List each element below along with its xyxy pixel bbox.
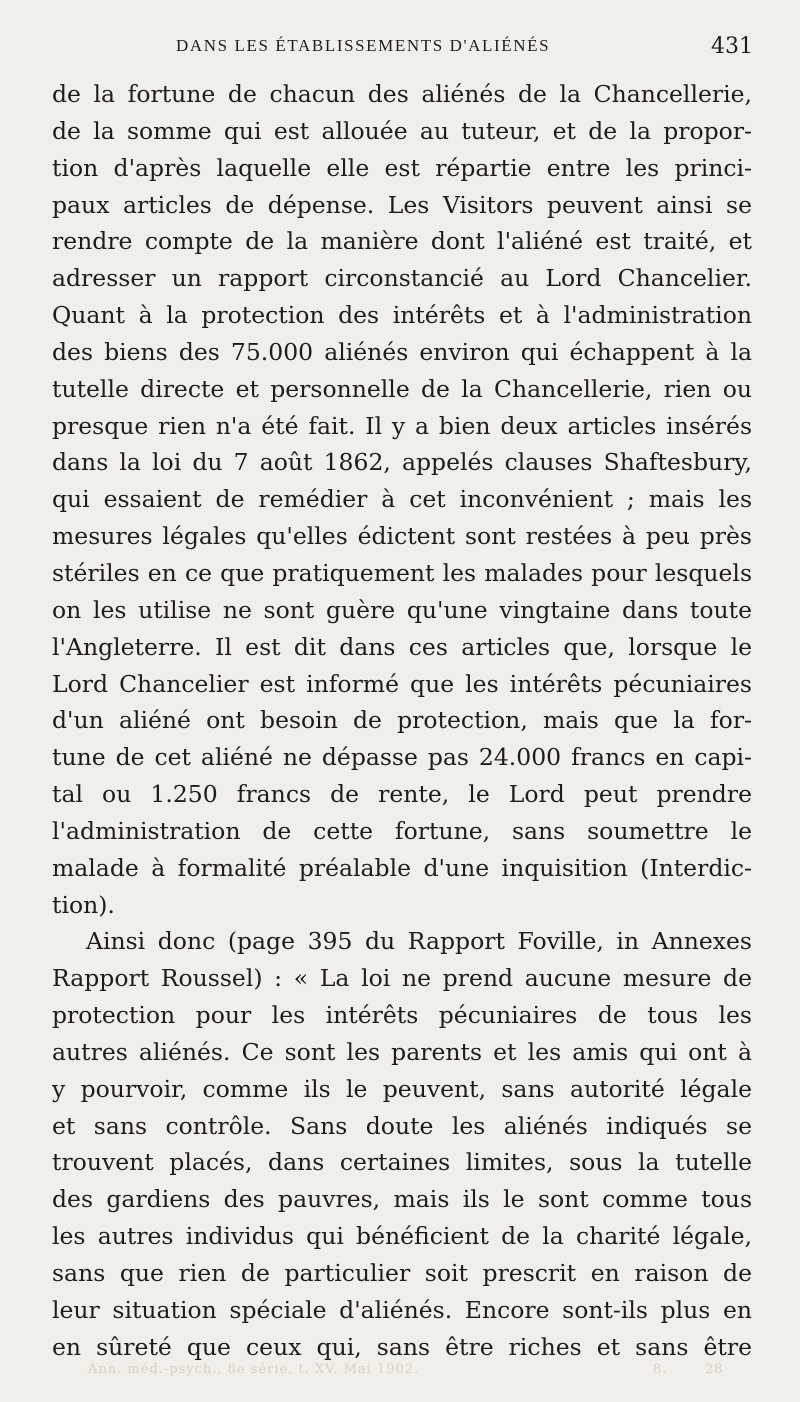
text-line: trouvent placés, dans certaines limites, sous la tutelle — [52, 1148, 752, 1177]
text-line: Quant à la protection des intérêts et à l'administration — [52, 301, 752, 330]
text-line: y pourvoir, comme ils le peuvent, sans autorité légale — [52, 1074, 752, 1103]
text-line: tutelle directe et personnelle de la Chancellerie, rien ou — [52, 374, 752, 403]
running-title: DANS LES ÉTABLISSEMENTS D'ALIÉNÉS — [176, 36, 551, 55]
text-line: les autres individus qui bénéficient de la charité légale, — [52, 1222, 752, 1251]
footer-sheet: 8. — [653, 1362, 668, 1377]
text-line: paux articles de dépense. Les Visitors peuvent ainsi se — [52, 190, 752, 219]
text-line: tal ou 1.250 francs de rente, le Lord peut prendre — [52, 780, 752, 809]
text-line: dans la loi du 7 août 1862, appelés clauses Shaftesbury, — [52, 448, 752, 477]
text-line: stériles en ce que pratiquement les malades pour lesquels — [52, 558, 752, 587]
text-line: Lord Chancelier est informé que les intérêts pécuniaires — [52, 669, 752, 698]
page-number: 431 — [711, 34, 753, 59]
body-text — [52, 76, 752, 1366]
text-line: sans que rien de particulier soit prescrit en raison de — [52, 1259, 752, 1287]
text-line: presque rien n'a été fait. Il y a bien deux articles insérés — [52, 411, 752, 440]
text-line: d'un aliéné ont besoin de protection, mais que la for- — [52, 706, 752, 735]
text-line: protection pour les intérêts pécuniaires de tous les — [52, 1001, 752, 1030]
text-line: de la fortune de chacun des aliénés de la Chancellerie, — [52, 80, 752, 108]
footer-journal: Ann. méd.-psych., 8e série, t. XV. Mai 1902. — [88, 1362, 420, 1377]
text-line: des gardiens des pauvres, mais ils le sont comme tous — [52, 1185, 752, 1214]
footer-sheet-number: 28 — [705, 1362, 724, 1377]
text-line: tion d'après laquelle elle est répartie entre les princi- — [52, 153, 752, 182]
text-line: mesures légales qu'elles édictent sont restées à peu près — [52, 522, 752, 551]
text-line: on les utilise ne sont guère qu'une vingtaine dans toute — [52, 595, 752, 624]
text-line: de la somme qui est allouée au tuteur, et de la propor- — [52, 116, 752, 145]
text-line: en sûreté que ceux qui, sans être riches et sans être — [52, 1332, 752, 1361]
text-line: l'administration de cette fortune, sans soumettre le — [52, 816, 752, 845]
text-line: autres aliénés. Ce sont les parents et les amis qui ont à — [52, 1037, 752, 1066]
text-line: des biens des 75.000 aliénés environ qui échappent à la — [52, 337, 752, 366]
text-line: tune de cet aliéné ne dépasse pas 24.000 francs en capi- — [52, 743, 752, 772]
text-line: l'Angleterre. Il est dit dans ces articles que, lorsque le — [52, 632, 752, 661]
text-line: Ainsi donc (page 395 du Rapport Foville, in Annexes — [86, 927, 752, 956]
text-line: leur situation spéciale d'aliénés. Encore sont-ils plus en — [52, 1295, 752, 1324]
bleed-through-footer — [88, 1362, 728, 1384]
text-line: adresser un rapport circonstancié au Lord Chancelier. — [52, 264, 752, 293]
text-line: tion). — [52, 890, 115, 919]
text-line: rendre compte de la manière dont l'aliéné est traité, et — [52, 227, 752, 256]
text-line: et sans contrôle. Sans doute les aliénés indiqués se — [52, 1111, 752, 1140]
text-line: qui essaient de remédier à cet inconvénient ; mais les — [52, 485, 752, 514]
running-head — [0, 34, 800, 64]
text-line: malade à formalité préalable d'une inquisition (Interdic- — [52, 853, 752, 882]
text-line: Rapport Roussel) : « La loi ne prend aucune mesure de — [52, 964, 752, 993]
